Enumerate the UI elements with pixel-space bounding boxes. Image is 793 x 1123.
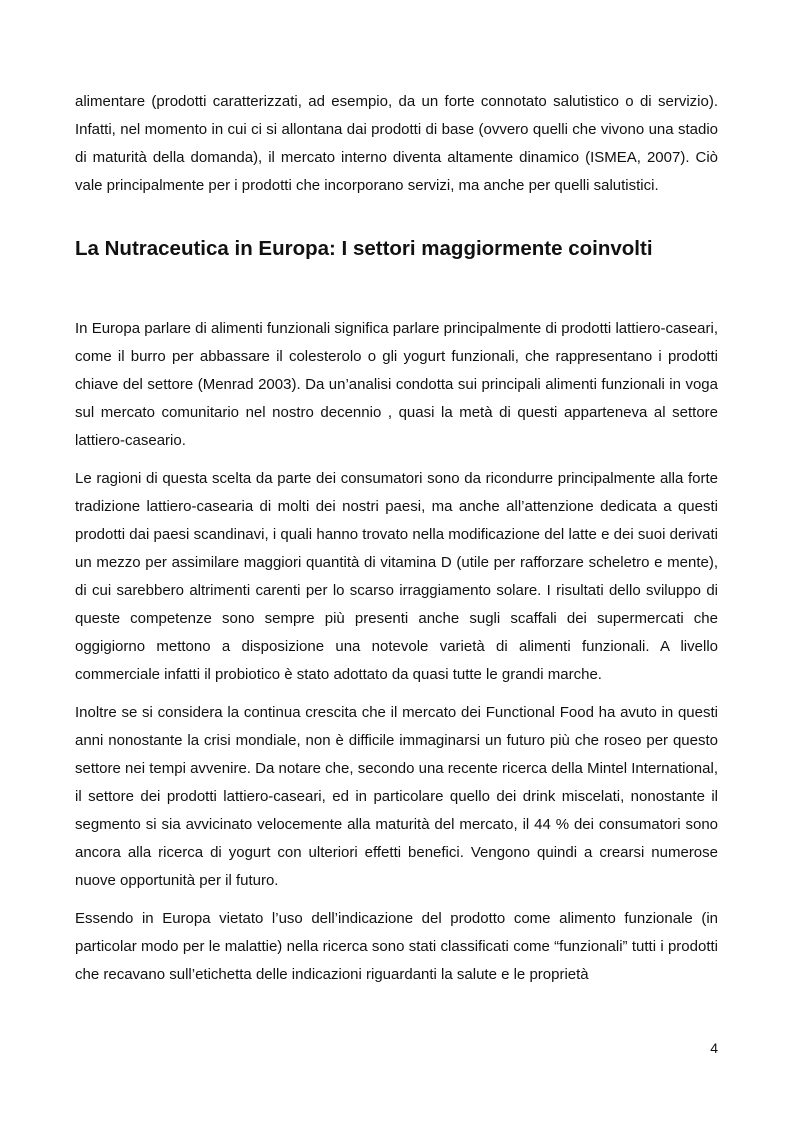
document-page [75,88,718,989]
section-heading: La Nutraceutica in Europa: I settori maggiormente coinvolti [75,237,653,260]
page-number: 4 [710,1040,718,1056]
paragraph-classification: Essendo in Europa vietato l’uso dell’indicazione del prodotto come alimento funzionale (in particolar modo per le malattie) nella ricerca sono stati classificati come “funzionali” tutti i prodotti che recavano sull’etichetta delle indicazioni riguardanti la salute e le proprietà [75,910,718,983]
paragraph-consumer-reasons: Le ragioni di questa scelta da parte dei consumatori sono da ricondurre principalmente alla forte tradizione lattiero-casearia di molti dei nostri paesi, ma anche all’attenzione dedicata a questi prodotti dai paesi scandinavi, i quali hanno trovato nella modificazione del latte e dei suoi derivati un mezzo per assimilare maggiori quantità di vitamina D (utile per rafforzare scheletro e mente), di cui sarebbero altrimenti carenti per lo scarso irraggiamento solare. I risultati dello sviluppo di queste competenze sono sempre più presenti anche sugli scaffali dei supermercati che oggigiorno mettono a disposizione una notevole varietà di alimenti funzionali. A livello commerciale infatti il probiotico è stato adottato da quasi tutte le grandi marche. [75,470,718,683]
paragraph-market-growth: Inoltre se si considera la continua crescita che il mercato dei Functional Food ha avuto in questi anni nonostante la crisi mondiale, non è difficile immaginarsi un futuro più che roseo per questo settore nei tempi avvenire. Da notare che, secondo una recente ricerca della Mintel International, il settore dei prodotti lattiero-caseari, ed in particolare quello dei drink miscelati, nonostante il segmento si sia avvicinato velocemente alla maturità del mercato, il 44 % dei consumatori sono ancora alla ricerca di yogurt con ulteriori effetti benefici. Vengono quindi a crearsi numerose nuove opportunità per il futuro. [75,704,718,889]
paragraph-dairy-products: In Europa parlare di alimenti funzionali significa parlare principalmente di prodotti lattiero-caseari, come il burro per abbassare il colesterolo o gli yogurt funzionali, che rappresentano i prodotti chiave del settore (Menrad 2003). Da un’analisi condotta sui principali alimenti funzionali in voga sul mercato comunitario nel nostro decennio , quasi la metà di questi apparteneva al settore lattiero-caseario. [75,320,718,449]
paragraph-intro: alimentare (prodotti caratterizzati, ad esempio, da un forte connotato salutistico o di servizio). Infatti, nel momento in cui ci si allontana dai prodotti di base (ovvero quelli che vivono una stadio di maturità della domanda), il mercato interno diventa altamente dinamico (ISMEA, 2007). Ciò vale principalmente per i prodotti che incorporano servizi, ma anche per quelli salutistici. [75,93,718,194]
